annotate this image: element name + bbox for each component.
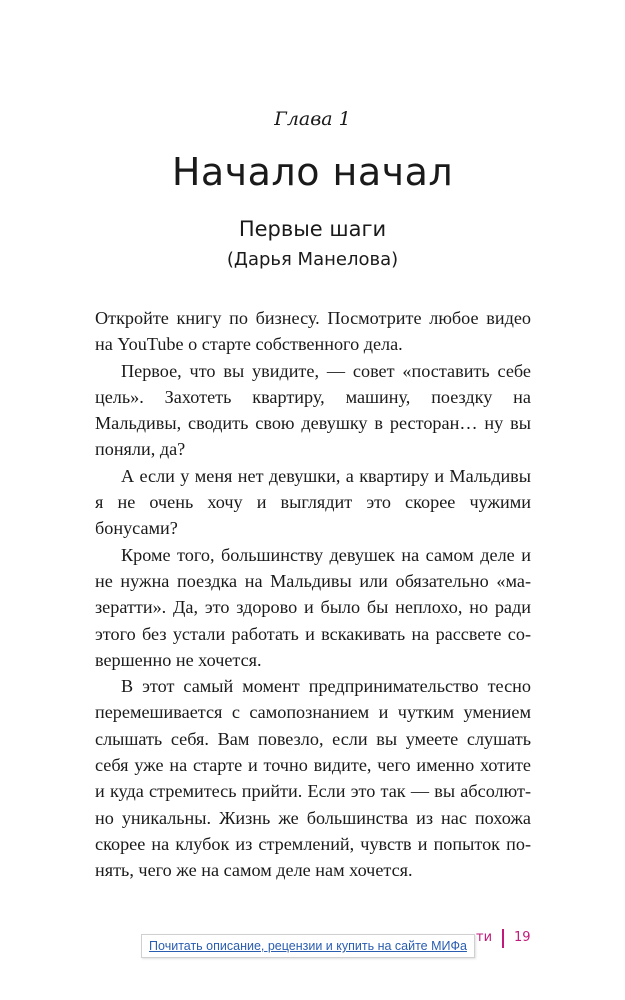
paragraph: Откройте книгу по бизнесу. Посмотрите любое видео на YouTube о старте собственного дела.	[95, 308, 531, 355]
chapter-label: Глава 1	[274, 108, 351, 130]
page-number: 19	[514, 930, 531, 945]
section-title: Первые шаги	[238, 217, 387, 241]
paragraph: А если у меня нет девушки, а квартиру и Мальдивы я не очень хочу и выглядит это скорее чужими бонусами?	[95, 465, 531, 539]
buy-on-mif-link[interactable]: Почитать описание, рецензии и купить на сайте МИФа	[149, 939, 467, 953]
paragraph: В этот самый момент предпринимательство тесно перемешивается с самопознанием и чутким умением слышать себя. Вам повезло, если вы умеете слушать себя уже на старте и точно видите, чего именно хотите и куда стремитесь прийти. Если это так — вы абсолютно уникальны. Жизнь же большинства из нас похожа скорее на клубок из стремлений, чувств и попыток понять, чего же на самом деле нам хочется.	[95, 676, 531, 881]
footer-divider	[502, 929, 504, 948]
body-text	[95, 305, 531, 884]
running-footer-fragment: ти	[476, 930, 493, 945]
section-author: (Дарья Манелова)	[226, 249, 399, 270]
paragraph: Кроме того, большинству девушек на самом деле и не нужна поездка на Мальдивы или обязательно «мазератти». Да, это здорово и было бы неплохо, но ради этого без устали работать и вскакивать на рассвете совершенно не хочется.	[95, 544, 531, 670]
paragraph: Первое, что вы увидите, — совет «поставить себе цель». Захотеть квартиру, машину, поездку на Мальдивы, сводить свою девушку в ресторан… ну вы поняли, да?	[95, 360, 531, 460]
promo-banner	[141, 934, 475, 958]
chapter-title: Начало начал	[171, 150, 454, 194]
